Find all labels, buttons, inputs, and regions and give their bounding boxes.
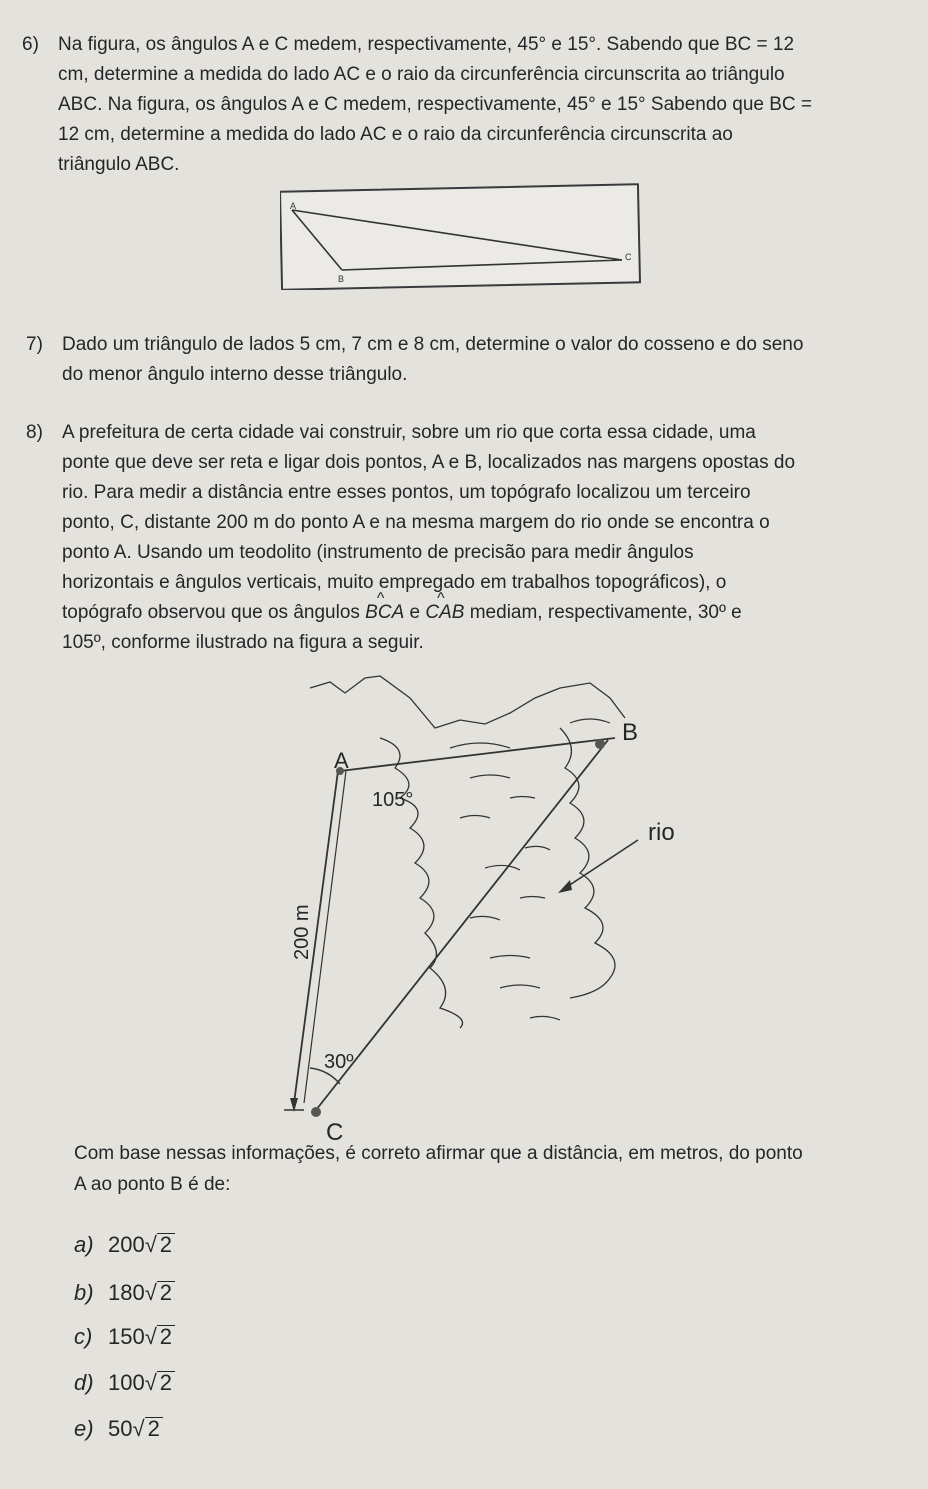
question-8-line-3: rio. Para medir a distância entre esses pontos, um topógrafo localizou um terceiro: [62, 482, 751, 503]
point-a-label: A: [334, 748, 349, 773]
question-6-line-1: Na figura, os ângulos A e C medem, respectivamente, 45° e 15°. Sabendo que BC = 12: [58, 34, 795, 55]
river-label: rio: [648, 819, 675, 846]
question-8: [26, 418, 866, 658]
option-b[interactable]: [74, 1280, 175, 1306]
option-d-coef: 100: [108, 1370, 145, 1395]
option-a-coef: 200: [108, 1232, 145, 1257]
option-d-label: d): [74, 1370, 94, 1395]
option-e-coef: 50: [108, 1416, 133, 1441]
option-a[interactable]: [74, 1232, 175, 1258]
question-7-line-2: do menor ângulo interno desse triângulo.: [62, 364, 408, 385]
question-8-line-8: 105º, conforme ilustrado na figura a seguir.: [62, 632, 424, 653]
question-6-number: 6): [22, 34, 39, 55]
point-c: [311, 1107, 321, 1117]
question-8-prompt-line-2: A ao ponto B é de:: [74, 1174, 231, 1195]
sqrt-icon: √: [132, 1416, 145, 1441]
question-6-line-5: triângulo ABC.: [58, 154, 180, 175]
vertex-b-label: B: [338, 274, 345, 284]
sqrt-icon: √: [144, 1232, 157, 1257]
sqrt-icon: √: [144, 1280, 157, 1305]
option-c-coef: 150: [108, 1324, 145, 1349]
angle-bca: ^ BCA: [365, 598, 404, 628]
option-e-radicand: 2: [145, 1417, 163, 1440]
question-6-line-2: cm, determine a medida do lado AC e o raio da circunferência circunscrita ao triângulo: [58, 64, 785, 85]
option-d[interactable]: [74, 1370, 175, 1396]
point-b-label: B: [622, 719, 639, 746]
river-texture-2: [450, 719, 610, 1020]
angle-cab: ^ CAB: [425, 598, 464, 628]
triangle-abc-figure: [280, 182, 642, 290]
rio-arrowhead: [558, 880, 572, 893]
rio-pointer: [562, 840, 638, 890]
option-b-label: b): [74, 1280, 94, 1305]
sqrt-icon: √: [144, 1324, 157, 1349]
option-a-label: a): [74, 1232, 94, 1257]
figure-frame: [280, 184, 640, 289]
river-texture-1: [460, 775, 550, 958]
distance-label: 200 m: [291, 904, 313, 960]
option-d-radicand: 2: [157, 1371, 175, 1394]
option-c-label: c): [74, 1324, 93, 1349]
question-7-number: 7): [26, 334, 43, 355]
angle-c-label: 30º: [324, 1051, 354, 1073]
question-8-line-7: topógrafo observou que os ângulos ^ BCA e ^ CAB mediam, respectivamente, 30º e: [26, 598, 866, 628]
point-c-label: C: [326, 1119, 344, 1146]
option-b-coef: 180: [108, 1280, 145, 1305]
vertex-a-label: A: [290, 201, 297, 211]
left-riverbank: [380, 738, 463, 1028]
option-c[interactable]: [74, 1324, 175, 1350]
question-6-line-3: ABC. Na figura, os ângulos A e C medem, respectivamente, 45° e 15° Sabendo que BC =: [58, 94, 812, 115]
question-8-prompt-line-1: Com base nessas informações, é correto afirmar que a distância, em metros, do ponto: [74, 1143, 803, 1164]
question-8-line-6: horizontais e ângulos verticais, muito empregado em trabalhos topográficos), o: [62, 572, 727, 593]
question-8-line-4: ponto, C, distante 200 m do ponto A e na mesma margem do rio onde se encontra o: [62, 512, 770, 533]
question-8-line-1: A prefeitura de certa cidade vai construir, sobre um rio que corta essa cidade, uma: [62, 422, 756, 443]
river-figure: [270, 668, 700, 1148]
option-a-radicand: 2: [157, 1233, 175, 1256]
question-6: [22, 30, 842, 180]
point-b: [595, 739, 605, 749]
right-riverbank: [560, 728, 615, 998]
vertex-c-label: C: [625, 252, 632, 262]
angle-a-label: 105°: [372, 789, 414, 811]
question-7: [26, 330, 866, 390]
option-c-radicand: 2: [157, 1325, 175, 1348]
sqrt-icon: √: [144, 1370, 157, 1395]
question-8-line-5: ponto A. Usando um teodolito (instrumento de precisão para medir ângulos: [62, 542, 694, 563]
option-b-radicand: 2: [157, 1281, 175, 1304]
option-e[interactable]: [74, 1416, 163, 1442]
question-7-line-1: Dado um triângulo de lados 5 cm, 7 cm e 8 cm, determine o valor do cosseno e do seno: [62, 334, 804, 355]
question-6-line-4: 12 cm, determine a medida do lado AC e o raio da circunferência circunscrita ao: [58, 124, 733, 145]
question-8-number: 8): [26, 422, 43, 443]
question-8-prompt: [74, 1138, 904, 1200]
option-e-label: e): [74, 1416, 94, 1441]
question-8-line-2: ponte que deve ser reta e ligar dois pontos, A e B, localizados nas margens opostas do: [62, 452, 796, 473]
segment-cb: [316, 740, 608, 1110]
